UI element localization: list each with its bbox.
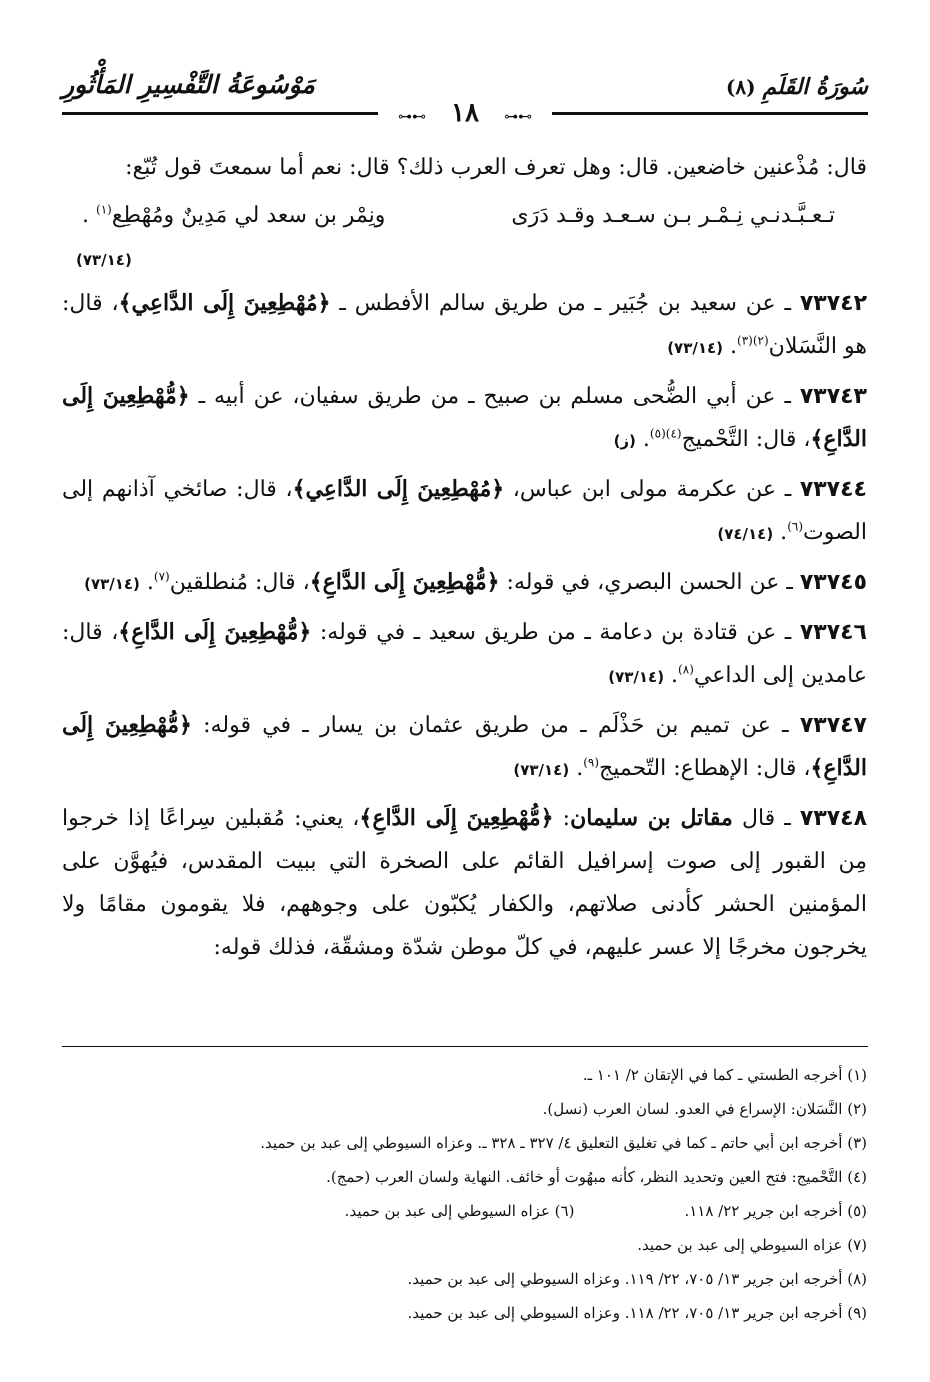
narration-chain: ـ عن الحسن البصري، في قوله: xyxy=(499,570,800,595)
narration-number: ٧٣٧٤٥ xyxy=(799,570,867,595)
narration-number: ٧٣٧٤٤ xyxy=(799,477,867,502)
ornament-icon: ⊶⊷ xyxy=(494,109,542,125)
narration-73742 xyxy=(62,282,867,370)
narration-number: ٧٣٧٤٧ xyxy=(799,713,867,738)
book-title: مَوْسُوعَةُ التَّفْسِيرِ المَأْثُورِ xyxy=(62,70,315,99)
footnote-3: (٣) أخرجه ابن أبي حاتم ـ كما في تغليق التعليق ٤/ ٣٢٧ ـ ٣٢٨ ـ. وعزاه السيوطي إلى عبد بن حميد. xyxy=(260,1134,867,1152)
volume-reference: (٧٣/١٤) xyxy=(608,668,665,686)
punctuation: . xyxy=(139,570,154,595)
surah-number: (٨) xyxy=(725,75,756,99)
footnote-6: (٦) عزاه السيوطي إلى عبد بن حميد. xyxy=(344,1202,575,1220)
narration-73744 xyxy=(62,468,867,556)
page-number-row xyxy=(0,98,930,132)
footnote-ref: (٧) xyxy=(153,569,170,584)
footnote-4: (٤) التَّحْميج: فتح العين وتحديد النظر، كأنه مبهُوت أو خائف. النهاية ولسان العرب (حمج). xyxy=(326,1168,867,1186)
quran-verse: ﴿مُّهْطِعِينَ إِلَى الدَّاعِ﴾ xyxy=(359,805,554,831)
narration-text: ، يعني: مُقبلين سِراعًا إذا خرجوا مِن القبور إلى صوت إسرافيل القائم على الصخرة التي ببيت المقدس، فيُهوَّن على المؤمنين الحشر كأدنى صلاتهم، والكفار يُكبّون على وجوههم، فلا يقومون مقامًا ولا يخرجون مخرجًا إلا عسر عليهم، في كلّ موطن شدّة ومشقّة، فذلك قوله: xyxy=(62,806,867,960)
punctuation: . xyxy=(664,663,679,688)
poem-hemistich-first: تـعـبَّـدنـي نِـمْـر بـن سـعـد وقـد دَرَى xyxy=(511,203,835,228)
footnote-2: (٢) النَّسَلان: الإسراع في العدو. لسان العرب (نسل). xyxy=(542,1100,867,1118)
paragraph-intro xyxy=(62,146,867,189)
narration-chain: ـ قال xyxy=(732,806,800,831)
volume-reference: (٧٣/١٤) xyxy=(84,575,140,593)
volume-reference: (٧٤/١٤) xyxy=(717,525,774,543)
quran-verse: ﴿مُهْطِعِينَ إِلَى الدَّاعِي﴾ xyxy=(292,476,505,502)
volume-reference: (ز) xyxy=(613,432,636,450)
page-number: ١٨ xyxy=(441,98,489,128)
narration-text: ، قال: عامدين إلى الداعي xyxy=(62,620,867,688)
quran-verse: ﴿مُّهْطِعِينَ إِلَى الدَّاعِ﴾ xyxy=(62,712,867,781)
narration-chain: ـ عن أبي الضُّحى مسلم بن صبيح ـ من طريق سفيان، عن أبيه ـ xyxy=(189,384,800,409)
volume-reference: (٧٣/١٤) xyxy=(667,339,724,357)
surah-name: سُورَةُ القَلَمِ xyxy=(762,74,868,100)
poem-hemistich-second: ونِمْر بن سعد لي مَدِينٌ ومُهْطِع xyxy=(111,203,386,228)
surah-header xyxy=(726,74,868,100)
main-text xyxy=(62,146,867,974)
footnote-5: (٥) أخرجه ابن جرير ٢٢/ ١١٨. xyxy=(684,1202,867,1220)
footnote-rule xyxy=(62,1046,868,1047)
narration-text: ، قال: مُنطلقين xyxy=(169,570,310,595)
narration-text: ، قال: صائخي آذانهم إلى الصوت xyxy=(62,477,867,545)
footnote-ref: (٢)(٣) xyxy=(737,333,769,348)
footnote-9: (٩) أخرجه ابن جرير ١٣/ ٧٠٥، ٢٢/ ١١٨. وعزاه السيوطي إلى عبد بن حميد. xyxy=(407,1304,867,1322)
narration-text: ، قال: التَّحْميج xyxy=(681,427,811,452)
narration-number: ٧٣٧٤٢ xyxy=(799,291,867,316)
quran-verse: ﴿مُّهْطِعِينَ إِلَى الدَّاعِ﴾ xyxy=(62,383,867,452)
narration-chain: ـ عن قتادة بن دعامة ـ من طريق سعيد ـ في قوله: xyxy=(311,620,800,645)
narration-chain: ـ عن سعيد بن جُبَير ـ من طريق سالم الأفطس ـ xyxy=(330,291,800,316)
narration-text: ، قال: هو النَّسَلان xyxy=(62,291,867,359)
punctuation: : xyxy=(553,806,571,831)
footnote-ref: (٤)(٥) xyxy=(649,426,682,441)
narration-chain: ـ عن تميم بن حَذْلَم ـ من طريق عثمان بن يسار ـ في قوله: xyxy=(191,713,800,738)
volume-reference: (٧٣/١٤) xyxy=(513,761,570,779)
punctuation: . xyxy=(773,520,788,545)
narration-73748 xyxy=(62,797,867,969)
footnote-8: (٨) أخرجه ابن جرير ١٣/ ٧٠٥، ٢٢/ ١١٩. وعزاه السيوطي إلى عبد بن حميد. xyxy=(407,1270,867,1288)
footnote-1: (١) أخرجه الطستي ـ كما في الإتقان ٢/ ١٠١ ـ. xyxy=(582,1066,867,1084)
narrator-name: مقاتل بن سليمان xyxy=(570,805,733,831)
narration-73746 xyxy=(62,611,867,699)
narration-number: ٧٣٧٤٨ xyxy=(799,806,868,831)
paragraph-text: قال: مُذْعنين خاضعين. قال: وهل تعرف العرب ذلك؟ قال: نعم أما سمعتَ قول تُبّع: xyxy=(125,155,867,180)
punctuation: . xyxy=(635,427,650,452)
footnote-ref: (١) xyxy=(96,202,112,217)
footnote-row-5-6 xyxy=(62,1194,867,1228)
quran-verse: ﴿مُّهْطِعِينَ إِلَى الدَّاعِ﴾ xyxy=(118,619,312,645)
punctuation: . xyxy=(569,756,584,781)
narration-number: ٧٣٧٤٣ xyxy=(799,384,867,409)
narration-73747 xyxy=(62,704,867,792)
narration-73743 xyxy=(62,375,867,463)
poem-tail: . xyxy=(82,203,89,228)
narration-73745 xyxy=(62,561,867,606)
narration-chain: ـ عن عكرمة مولى ابن عباس، xyxy=(504,477,800,502)
footnote-ref: (٦) xyxy=(787,519,804,534)
narration-number: ٧٣٧٤٦ xyxy=(799,620,867,645)
ornament-icon: ⊶⊷ xyxy=(388,109,436,125)
narration-text: ، قال: الإهطاع: التّحميج xyxy=(599,756,811,781)
footnote-7: (٧) عزاه السيوطي إلى عبد بن حميد. xyxy=(637,1236,867,1254)
footnote-ref: (٨) xyxy=(678,662,694,677)
footnote-ref: (٩) xyxy=(583,755,600,770)
punctuation: . xyxy=(723,334,738,359)
quran-verse: ﴿مُهْطِعِينَ إِلَى الدَّاعِي﴾ xyxy=(118,290,331,316)
poem-verse xyxy=(62,194,867,282)
footnotes xyxy=(62,1058,867,1330)
quran-verse: ﴿مُّهْطِعِينَ إِلَى الدَّاعِ﴾ xyxy=(309,569,500,595)
volume-reference: (٧٣/١٤) xyxy=(76,251,132,269)
